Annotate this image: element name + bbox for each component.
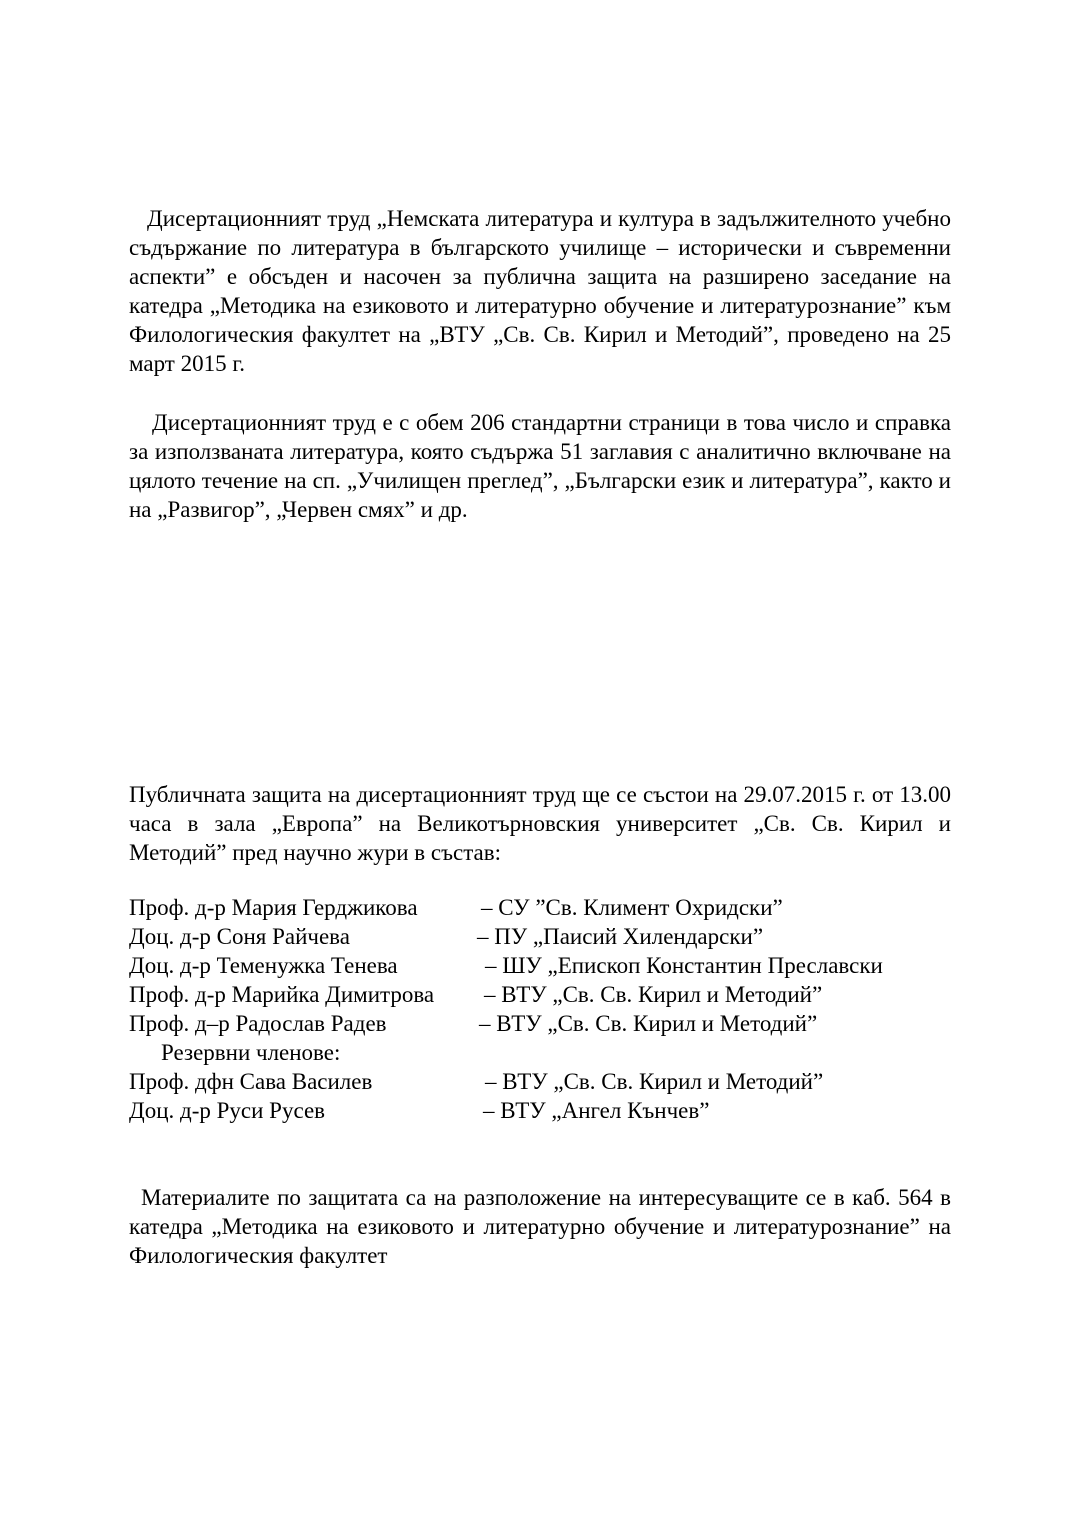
jury-member-institution: – СУ ”Св. Климент Охридски” bbox=[481, 895, 783, 920]
reserve-member-institution: – ВТУ „Ангел Кънчев” bbox=[483, 1098, 710, 1123]
jury-member bbox=[129, 1009, 959, 1038]
jury-member bbox=[129, 893, 959, 922]
jury-member-institution: – ПУ „Паисий Хилендарски” bbox=[477, 924, 764, 949]
reserve-member bbox=[129, 1096, 959, 1125]
jury-member bbox=[129, 951, 959, 980]
jury-member-name: Доц. д-р Теменужка Тенева bbox=[129, 953, 398, 978]
jury-member-institution: – ШУ „Епископ Константин Преславски bbox=[485, 953, 883, 978]
jury-member-institution: – ВТУ „Св. Св. Кирил и Методий” bbox=[479, 1011, 818, 1036]
reserve-member-institution: – ВТУ „Св. Св. Кирил и Методий” bbox=[485, 1069, 824, 1094]
jury-member bbox=[129, 922, 959, 951]
jury-member-name: Проф. д-р Мария Герджикова bbox=[129, 895, 418, 920]
paragraph-public-defense: Публичната защита на дисертационният труд ще се състои на 29.07.2015 г. от 13.00 часа в зала „Европа” на Великотърновския университет „Св. Св. Кирил и Методий” пред научно жури в състав: bbox=[129, 782, 951, 865]
jury-member-name: Проф. д–р Радослав Радев bbox=[129, 1011, 387, 1036]
reserve-member bbox=[129, 1067, 959, 1096]
paragraph-materials: Материалите по защитата са на разположение на интересуващите се в каб. 564 в катедра „Методика на езиковото и литературно обучение и литературознание” на Филологическия факултет bbox=[129, 1185, 951, 1268]
jury-member-institution: – ВТУ „Св. Св. Кирил и Методий” bbox=[484, 982, 823, 1007]
jury-list bbox=[129, 893, 959, 1125]
reserve-member-name: Доц. д-р Руси Русев bbox=[129, 1098, 326, 1123]
paragraph-dissertation-volume: Дисертационният труд е с обем 206 стандартни страници в това число и справка за използваната литература, която съдържа 51 заглавия с аналитично включване на цялото течение на сп. „Училищен преглед”, „Български език и литература”, както и на „Развигор”, „Червен смях” и др. bbox=[129, 410, 951, 522]
jury-member-name: Проф. д-р Марийка Димитрова bbox=[129, 982, 435, 1007]
jury-member-name: Доц. д-р Соня Райчева bbox=[129, 924, 350, 949]
reserve-members-heading: Резервни членове: bbox=[161, 1040, 341, 1065]
reserve-member-name: Проф. дфн Сава Василев bbox=[129, 1069, 373, 1094]
paragraph-dissertation-intro: Дисертационният труд „Немската литература и култура в задължителното учебно съдържание по литература в българското училище – исторически и съвременни аспекти” е обсъден и насочен за публична защита на разширено заседание на катедра „Методика на езиковото и литературно обучение и литературознание” към Филологическия факултет на „ВТУ „Св. Св. Кирил и Методий”, проведено на 25 март 2015 г. bbox=[129, 206, 951, 376]
jury-member bbox=[129, 980, 959, 1009]
